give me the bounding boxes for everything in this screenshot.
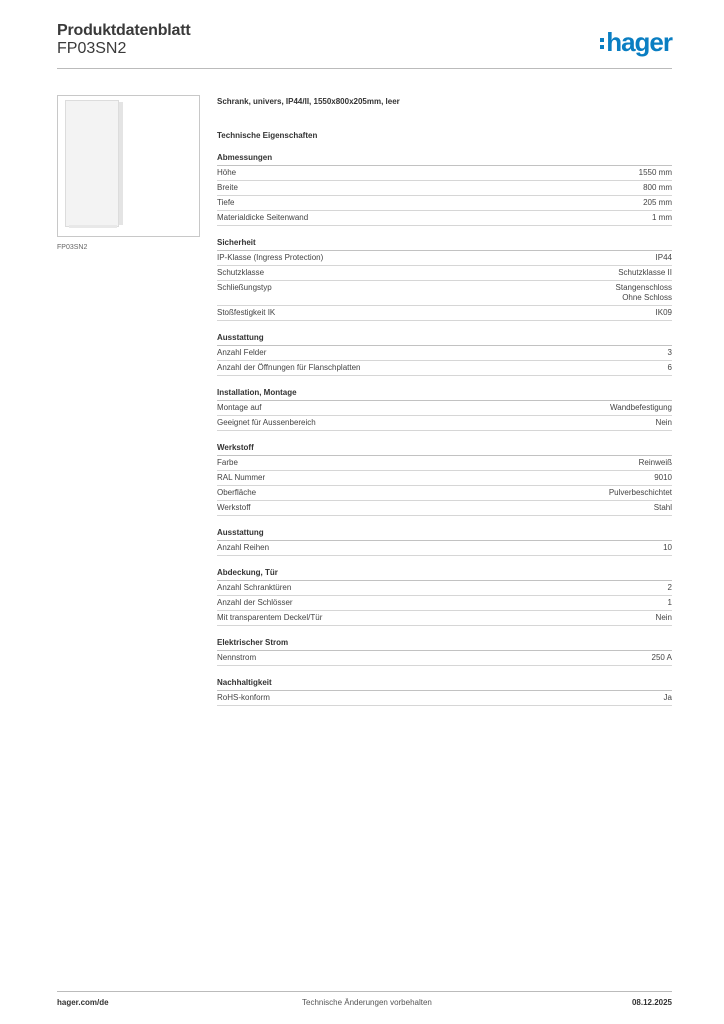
cabinet-side-illustration <box>119 102 123 225</box>
spec-row <box>217 581 672 596</box>
spec-label: Anzahl Reihen <box>217 543 270 552</box>
footer-notice: Technische Änderungen vorbehalten <box>302 998 432 1007</box>
spec-value-line: 6 <box>667 363 672 372</box>
spec-label: RoHS-konform <box>217 693 270 702</box>
spec-value-line: 205 mm <box>643 198 672 207</box>
spec-value-line: 1 <box>667 598 672 607</box>
spec-section <box>217 637 672 666</box>
spec-label: Höhe <box>217 168 237 177</box>
spec-value <box>664 693 672 703</box>
spec-section <box>217 442 672 516</box>
spec-label: IP-Klasse (Ingress Protection) <box>217 253 324 262</box>
header-divider <box>57 68 672 69</box>
spec-value-line: IK09 <box>655 308 672 317</box>
spec-row <box>217 281 672 306</box>
spec-sections <box>217 152 672 706</box>
spec-value <box>652 213 672 223</box>
product-code: FP03SN2 <box>57 40 127 57</box>
spec-value <box>656 613 672 623</box>
spec-label: Schließungstyp <box>217 283 272 292</box>
spec-label: Geeignet für Aussenbereich <box>217 418 316 427</box>
spec-section <box>217 677 672 706</box>
spec-label: Breite <box>217 183 238 192</box>
spec-row <box>217 196 672 211</box>
cabinet-base-illustration <box>69 225 117 228</box>
spec-label: Montage auf <box>217 403 262 412</box>
spec-value-line: 1550 mm <box>638 168 672 177</box>
spec-value-line: Nein <box>655 613 672 622</box>
spec-row <box>217 181 672 196</box>
spec-value-line: Nein <box>655 418 672 427</box>
logo-dots-icon <box>600 38 604 49</box>
spec-value-line: 250 A <box>651 653 672 662</box>
spec-section <box>217 152 672 226</box>
spec-value-line: Ohne Schloss <box>622 293 672 302</box>
logo-wordmark: hager <box>606 27 672 57</box>
spec-row <box>217 501 672 516</box>
spec-row <box>217 346 672 361</box>
spec-content <box>217 97 672 717</box>
product-description: Schrank, univers, IP44/II, 1550x800x205mm, leer <box>217 97 400 106</box>
spec-value <box>656 418 672 428</box>
spec-value-line: Schutzklasse II <box>618 268 672 277</box>
spec-row <box>217 306 672 321</box>
spec-label: Anzahl der Schlösser <box>217 598 293 607</box>
spec-row <box>217 266 672 281</box>
spec-value <box>654 473 672 483</box>
spec-row <box>217 541 672 556</box>
spec-row <box>217 611 672 626</box>
product-image <box>57 95 200 237</box>
spec-row <box>217 651 672 666</box>
spec-row <box>217 166 672 181</box>
spec-value-line: Ja <box>663 693 672 702</box>
hager-logo <box>600 28 672 56</box>
spec-row <box>217 596 672 611</box>
spec-value <box>643 183 672 193</box>
footer-divider <box>57 991 672 992</box>
spec-value <box>652 653 672 663</box>
section-title: Abdeckung, Tür <box>217 567 672 581</box>
spec-label: Mit transparentem Deckel/Tür <box>217 613 323 622</box>
spec-label: Nennstrom <box>217 653 257 662</box>
spec-row <box>217 486 672 501</box>
page-title: Produktdatenblatt <box>57 22 191 39</box>
spec-value <box>618 268 672 278</box>
spec-label: Stoßfestigkeit IK <box>217 308 276 317</box>
section-title: Elektrischer Strom <box>217 637 672 651</box>
spec-value-line: 2 <box>667 583 672 592</box>
spec-value <box>639 168 672 178</box>
section-title: Sicherheit <box>217 237 672 251</box>
spec-section <box>217 237 672 321</box>
spec-value-line: 800 mm <box>643 183 672 192</box>
spec-value-line: IP44 <box>655 253 672 262</box>
spec-section <box>217 567 672 626</box>
spec-section <box>217 527 672 556</box>
spec-section <box>217 387 672 431</box>
spec-value <box>668 583 672 593</box>
spec-value <box>643 198 672 208</box>
section-title: Ausstattung <box>217 527 672 541</box>
spec-row <box>217 401 672 416</box>
spec-value <box>609 488 672 498</box>
spec-value-line: Stangenschloss <box>615 283 672 292</box>
spec-value <box>654 503 672 513</box>
page-header <box>57 20 672 70</box>
footer-website: hager.com/de <box>57 998 109 1007</box>
spec-label: Oberfläche <box>217 488 257 497</box>
spec-value-line: 3 <box>667 348 672 357</box>
section-title: Installation, Montage <box>217 387 672 401</box>
spec-value <box>639 458 672 468</box>
spec-row <box>217 471 672 486</box>
spec-value <box>668 348 672 358</box>
spec-value-line: Pulverbeschichtet <box>608 488 672 497</box>
spec-value-line: 9010 <box>654 473 672 482</box>
section-title: Abmessungen <box>217 152 672 166</box>
cabinet-illustration <box>65 100 119 227</box>
spec-value-line: 1 mm <box>652 213 672 222</box>
spec-value-line: Stahl <box>653 503 672 512</box>
spec-section <box>217 332 672 376</box>
tech-properties-heading: Technische Eigenschaften <box>217 131 318 140</box>
spec-label: Werkstoff <box>217 503 251 512</box>
spec-label: Anzahl Felder <box>217 348 267 357</box>
spec-label: Anzahl Schranktüren <box>217 583 292 592</box>
spec-label: RAL Nummer <box>217 473 266 482</box>
spec-value <box>663 543 672 553</box>
spec-label: Anzahl der Öffnungen für Flanschplatten <box>217 363 361 372</box>
spec-row <box>217 251 672 266</box>
spec-row <box>217 211 672 226</box>
section-title: Ausstattung <box>217 332 672 346</box>
spec-value <box>656 308 672 318</box>
spec-value <box>668 363 672 373</box>
spec-value <box>610 403 672 413</box>
spec-row <box>217 691 672 706</box>
spec-value-line: Reinweiß <box>638 458 672 467</box>
spec-row <box>217 456 672 471</box>
spec-label: Tiefe <box>217 198 235 207</box>
spec-label: Schutzklasse <box>217 268 265 277</box>
spec-value <box>616 283 672 303</box>
spec-label: Materialdicke Seitenwand <box>217 213 309 222</box>
image-caption: FP03SN2 <box>57 244 88 251</box>
spec-row <box>217 416 672 431</box>
section-title: Nachhaltigkeit <box>217 677 672 691</box>
spec-value <box>668 598 672 608</box>
spec-value-line: 10 <box>663 543 672 552</box>
spec-value-line: Wandbefestigung <box>610 403 672 412</box>
spec-label: Farbe <box>217 458 238 467</box>
footer-date: 08.12.2025 <box>631 998 672 1007</box>
section-title: Werkstoff <box>217 442 672 456</box>
spec-value <box>656 253 672 263</box>
spec-row <box>217 361 672 376</box>
